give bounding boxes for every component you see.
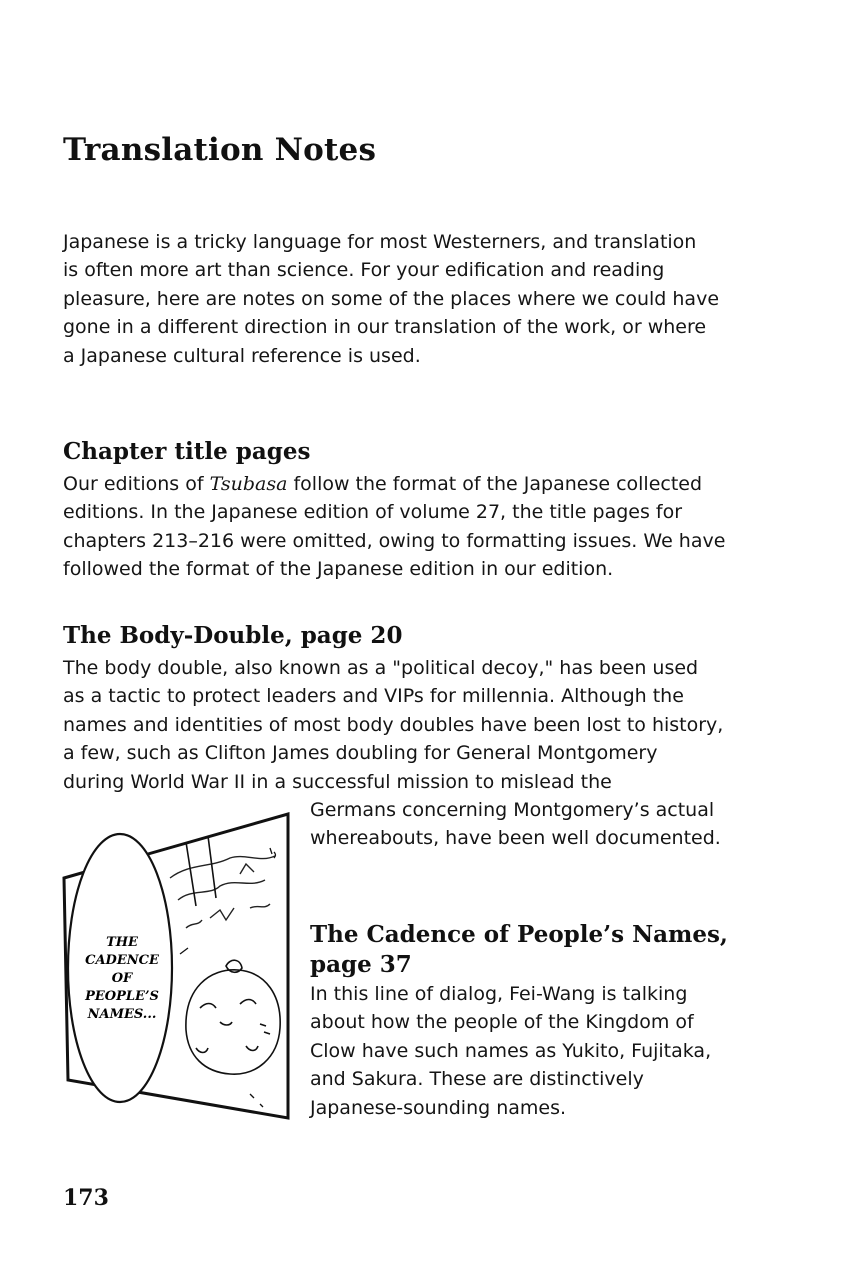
section-line: as a tactic to protect leaders and VIPs for millennia. Although the: [63, 685, 684, 708]
section-heading-body-double: The Body-Double, page 20: [63, 622, 403, 649]
panel-caption-line: THE: [106, 935, 138, 950]
panel-caption-line: NAMES...: [87, 1007, 157, 1022]
panel-caption-line: CADENCE: [85, 953, 159, 968]
manga-panel-illustration: [60, 808, 292, 1122]
section-line: Clow have such names as Yukito, Fujitaka,: [310, 1039, 712, 1062]
section-line-text: follow the format of the Japanese collected: [287, 473, 703, 495]
intro-line: a Japanese cultural reference is used.: [63, 344, 421, 367]
section-paragraph-body-double-continued: [310, 796, 770, 853]
section-heading-cadence-of-names: [310, 920, 790, 980]
speech-bubble: [68, 834, 172, 1102]
panel-caption-line: OF: [111, 971, 133, 986]
section-line: during World War II in a successful mission to mislead the: [63, 770, 612, 793]
section-heading-line: page 37: [310, 951, 412, 978]
section-line: whereabouts, have been well documented.: [310, 827, 721, 850]
section-heading-chapter-title-pages: Chapter title pages: [63, 438, 311, 465]
intro-line: is often more art than science. For your edification and reading: [63, 259, 665, 282]
section-line: followed the format of the Japanese edition in our edition.: [63, 558, 614, 581]
panel-caption-line: PEOPLE’S: [85, 989, 159, 1004]
section-line: a few, such as Clifton James doubling for General Montgomery: [63, 742, 658, 765]
section-line: Japanese-sounding names.: [310, 1096, 567, 1119]
section-line: In this line of dialog, Fei-Wang is talking: [310, 983, 688, 1005]
page-number: 173: [63, 1185, 109, 1211]
section-paragraph-chapter-title-pages: [63, 470, 783, 584]
section-heading-line: The Cadence of People’s Names,: [310, 921, 728, 948]
intro-line: pleasure, here are notes on some of the places where we could have: [63, 287, 720, 310]
section-paragraph-body-double: [63, 654, 783, 796]
section-paragraph-cadence-of-names: [310, 980, 750, 1122]
section-line-text: Our editions of: [63, 473, 210, 495]
section-line: The body double, also known as a "political decoy," has been used: [63, 657, 699, 679]
section-line: about how the people of the Kingdom of: [310, 1011, 694, 1034]
intro-line: gone in a different direction in our translation of the work, or where: [63, 316, 707, 339]
intro-line: Japanese is a tricky language for most Westerners, and translation: [63, 231, 697, 253]
intro-paragraph: [63, 228, 763, 370]
section-line: [63, 470, 783, 498]
section-line: Germans concerning Montgomery’s actual: [310, 799, 715, 821]
section-line: and Sakura. These are distinctively: [310, 1068, 644, 1091]
section-line: chapters 213–216 were omitted, owing to formatting issues. We have: [63, 529, 726, 552]
section-line: names and identities of most body doubles have been lost to history,: [63, 713, 724, 736]
series-title-italic: Tsubasa: [209, 473, 288, 495]
page-title: Translation Notes: [63, 132, 377, 168]
section-line: editions. In the Japanese edition of volume 27, the title pages for: [63, 501, 683, 524]
